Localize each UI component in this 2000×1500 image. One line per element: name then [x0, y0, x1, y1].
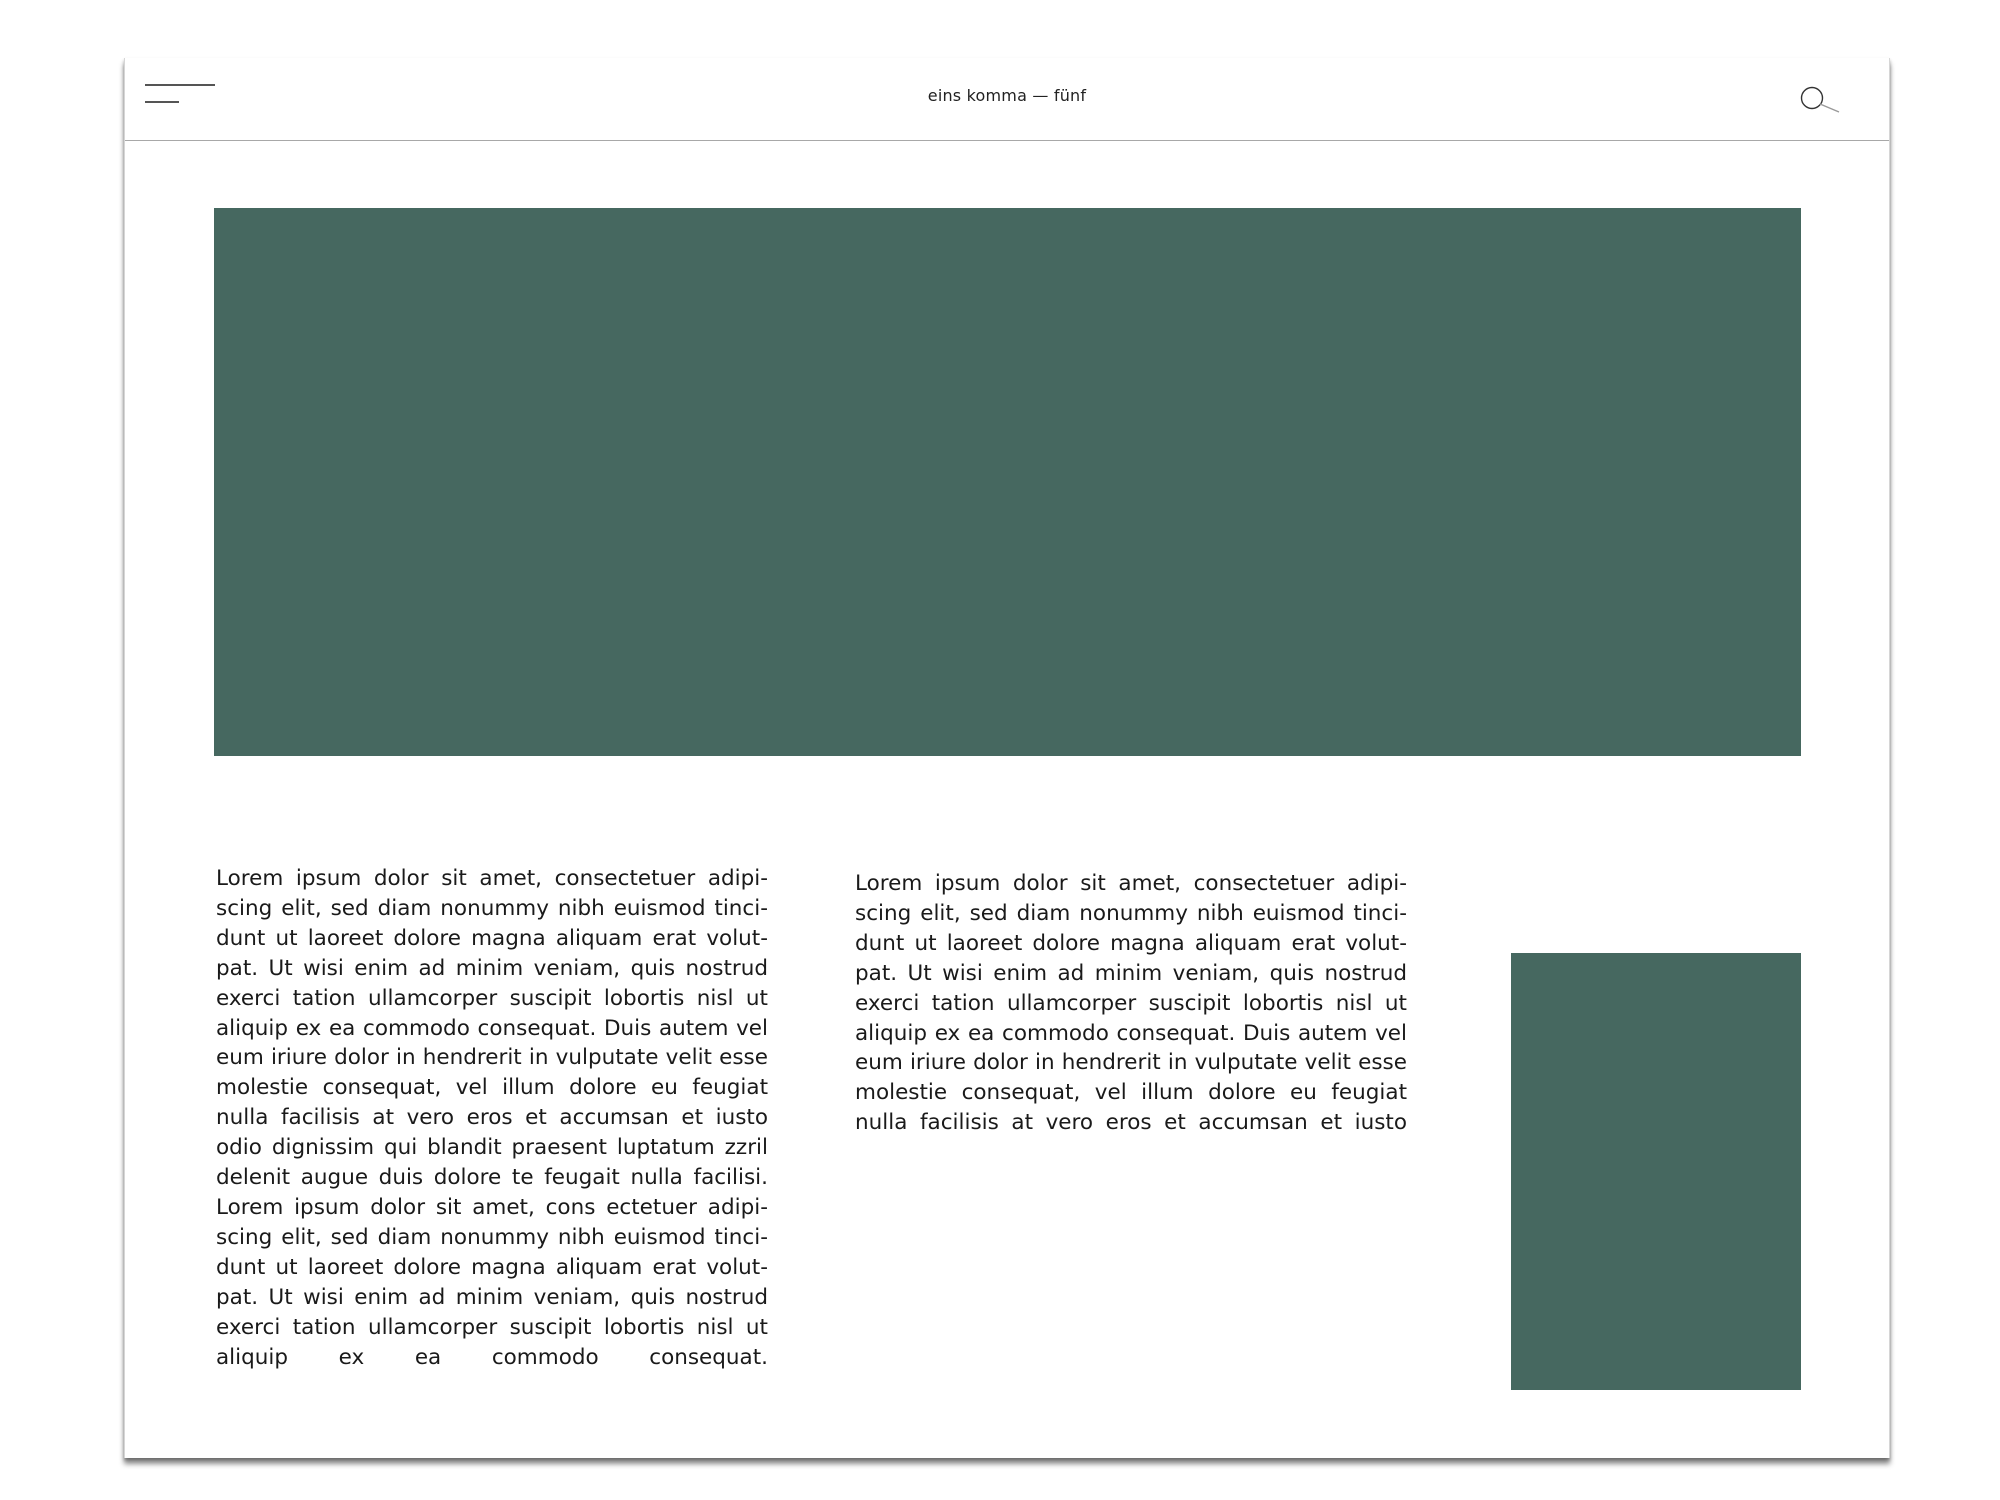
text-line: dunt ut laoreet dolore magna aliquam erat volut- — [855, 930, 1407, 956]
page — [124, 58, 1890, 1458]
text-line: pat. Ut wisi enim ad minim veniam, quis nostrud — [855, 960, 1407, 986]
text-line: delenit augue duis dolore te feugait nulla facilisi. — [216, 1165, 768, 1191]
site-title[interactable]: eins komma — fünf — [927, 86, 1087, 105]
text-line: nulla facilisis at vero eros et accumsan et iusto — [216, 1105, 768, 1131]
text-line: scing elit, sed diam nonummy nibh euismod tinci- — [855, 900, 1407, 926]
text-line: aliquip ex ea commodo consequat. Duis autem vel — [216, 1015, 768, 1041]
text-line: dunt ut laoreet dolore magna aliquam erat volut- — [216, 1254, 768, 1280]
text-line: odio dignissim qui blandit praesent luptatum zzril — [216, 1135, 768, 1161]
text-line: molestie consequat, vel illum dolore eu feugiat — [216, 1075, 768, 1101]
top-bar — [125, 58, 1889, 141]
text-column-left — [216, 864, 768, 1372]
text-line: Lorem ipsum dolor sit amet, consectetuer adipi- — [855, 871, 1407, 896]
text-line: molestie consequat, vel illum dolore eu feugiat — [855, 1080, 1407, 1106]
text-line: dunt ut laoreet dolore magna aliquam erat volut- — [216, 925, 768, 951]
side-image-placeholder — [1511, 953, 1801, 1390]
text-line: exerci tation ullamcorper suscipit lobortis nisl ut — [216, 1314, 768, 1340]
text-line: scing elit, sed diam nonummy nibh euismod tinci- — [216, 1224, 768, 1250]
text-line: scing elit, sed diam nonummy nibh euismod tinci- — [216, 895, 768, 921]
text-line: pat. Ut wisi enim ad minim veniam, quis nostrud — [216, 1284, 768, 1310]
text-column-middle — [855, 869, 1407, 1138]
text-line: nulla facilisis at vero eros et accumsan et iusto — [855, 1110, 1407, 1136]
text-line: exerci tation ullamcorper suscipit lobortis nisl ut — [216, 985, 768, 1011]
hero-image-placeholder — [214, 208, 1801, 756]
text-line: pat. Ut wisi enim ad minim veniam, quis nostrud — [216, 955, 768, 981]
search-icon[interactable] — [1799, 83, 1843, 117]
text-line: eum iriure dolor in hendrerit in vulputate velit esse — [855, 1050, 1407, 1076]
text-line: eum iriure dolor in hendrerit in vulputate velit esse — [216, 1045, 768, 1071]
text-line: Lorem ipsum dolor sit amet, consectetuer adipi- — [216, 866, 768, 891]
text-line: Lorem ipsum dolor sit amet, cons ectetuer adipi- — [216, 1194, 768, 1220]
text-line: aliquip ex ea commodo consequat. Duis autem vel — [855, 1020, 1407, 1046]
search-icon-graphic — [1799, 83, 1843, 117]
text-line: exerci tation ullamcorper suscipit lobortis nisl ut — [855, 990, 1407, 1016]
text-line: aliquip ex ea commodo consequat. — [216, 1344, 768, 1370]
